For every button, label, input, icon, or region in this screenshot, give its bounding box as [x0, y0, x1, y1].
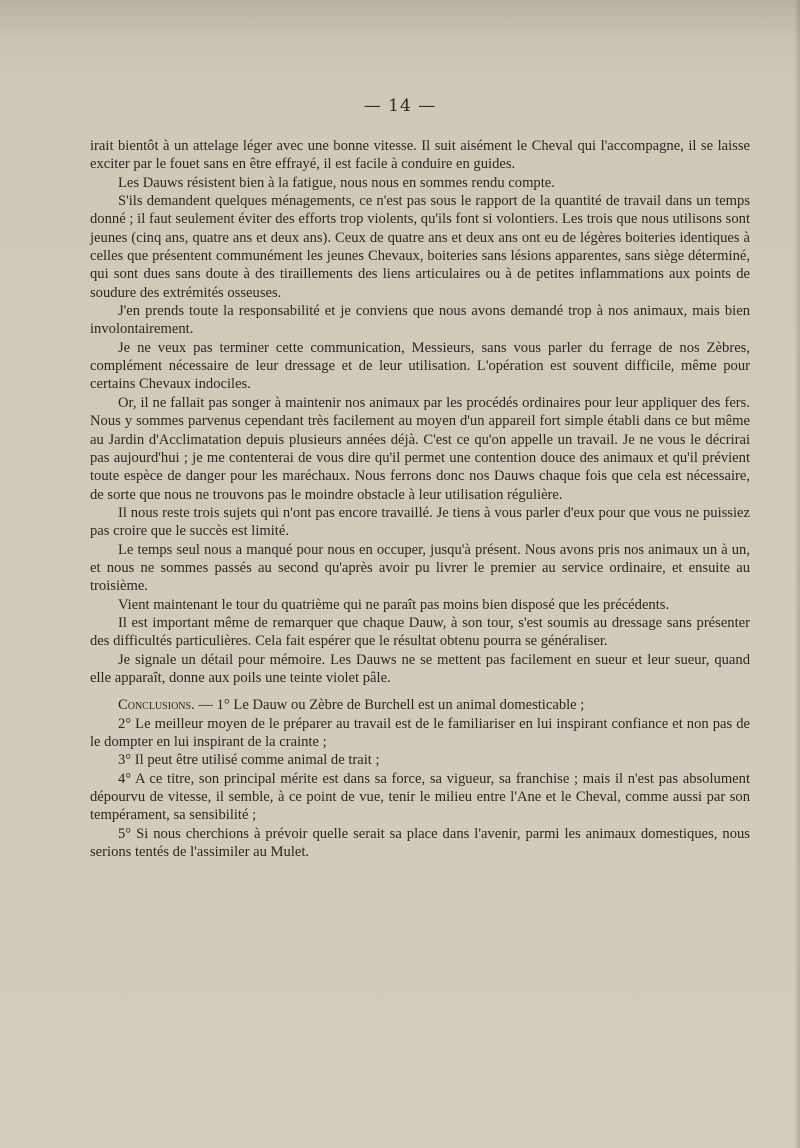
conclusion-item: 4° A ce titre, son principal mérite est dans sa force, sa vigueur, sa franchise ; mais il n'est pas absolument dépourvu de vitesse, il semble, à ce point de vue, tenir le milieu entre l'Ane et le Cheval, comme aussi par son tempérament, sa sensibilité ; — [90, 770, 750, 824]
paragraph: J'en prends toute la responsabilité et je conviens que nous avons demandé trop à nos animaux, mais bien involontairement. — [90, 303, 750, 338]
paragraph: S'ils demandent quelques ménagements, ce n'est pas sous le rapport de la quantité de travail dans un temps donné ; il faut seulement éviter des efforts trop violents, qu'ils font si volontiers. Les trois que nous utilisons sont jeunes (cinq ans, quatre ans et deux ans). Ceux de quatre ans et deux ans ont eu de légères boiteries identiques à celles que présentent communément les jeunes Chevaux, boiteries sans lésions apparentes, sans siège déterminé, qui sont dues sans doute à des tiraillements des liens articulaires ou à de petites inflammations aux points de soudure des extrémités osseuses. — [90, 193, 750, 301]
paragraph: Or, il ne fallait pas songer à maintenir nos animaux par les procédés ordinaires pour leur appliquer des fers. Nous y sommes parvenus cependant très facilement au moyen d'un appareil fort simple établi dans ce but même au Jardin d'Acclimatation depuis plusieurs années déjà. C'est ce qu'on appelle un travail. Je ne vous le décrirai pas aujourd'hui ; je me contenterai de vous dire qu'il permet une contention douce des animaux et qu'il prévient toute espèce de danger pour les maréchaux. Nous ferrons donc nos Dauws chaque fois que cela est nécessaire, de sorte que nous ne trouvons pas le moindre obstacle à leur utilisation régulière. — [90, 394, 750, 503]
paragraph: Le temps seul nous a manqué pour nous en occuper, jusqu'à présent. Nous avons pris nos animaux un à un, et nous ne sommes passés au second qu'après avoir pu livrer le premier au service ordinaire, et ensuite au troisième. — [90, 541, 750, 595]
body-text — [90, 137, 750, 861]
conclusion-item: 5° Si nous cherchions à prévoir quelle serait sa place dans l'avenir, parmi les animaux domestiques, nous serions tentés de l'assimiler au Mulet. — [90, 825, 750, 861]
paragraph: Je signale un détail pour mémoire. Les Dauws ne se mettent pas facilement en sueur et leur sueur, quand elle apparaît, donne aux poils une teinte violet pâle. — [90, 651, 750, 686]
paragraph: Les Dauws résistent bien à la fatigue, nous nous en sommes rendu compte. — [118, 174, 555, 191]
paragraph: Il nous reste trois sujets qui n'ont pas encore travaillé. Je tiens à vous parler d'eux pour que vous ne puissiez pas croire que le succès est limité. — [90, 504, 750, 540]
paragraph: Vient maintenant le tour du quatrième qui ne paraît pas moins bien disposé que les précédents. — [118, 596, 670, 613]
paragraph: Je ne veux pas terminer cette communication, Messieurs, sans vous parler du ferrage de nos Zèbres, complément nécessaire de leur dressage et de leur utilisation. L'opération est souvent difficile, même pour certains Chevaux indociles. — [90, 339, 750, 393]
page-number: — 14 — — [363, 96, 437, 116]
paragraph-continuation: irait bientôt à un attelage léger avec une bonne vitesse. Il suit aisément le Cheval qui l'accompagne, il se laisse exciter par le fouet sans en être effrayé, il est facile à conduire en guides. — [90, 138, 750, 173]
page-edge-shadow — [794, 0, 800, 1148]
conclusions-paragraph — [90, 696, 750, 714]
conclusions-intro: — 1° Le Dauw ou Zèbre de Burchell est un animal domesticable ; — [194, 697, 585, 714]
conclusions-heading: Conclusions. — [118, 697, 195, 714]
conclusion-item: 3° Il peut être utilisé comme animal de trait ; — [118, 752, 380, 769]
conclusion-item: 2° Le meilleur moyen de le préparer au travail est de le familiariser en lui inspirant confiance et non pas de le dompter en lui inspirant de la crainte ; — [90, 715, 750, 750]
paragraph: Il est important même de remarquer que chaque Dauw, à son tour, s'est soumis au dressage sans présenter des difficultés particulières. Cela fait espérer que le résultat obtenu pourra se généraliser. — [90, 614, 750, 650]
